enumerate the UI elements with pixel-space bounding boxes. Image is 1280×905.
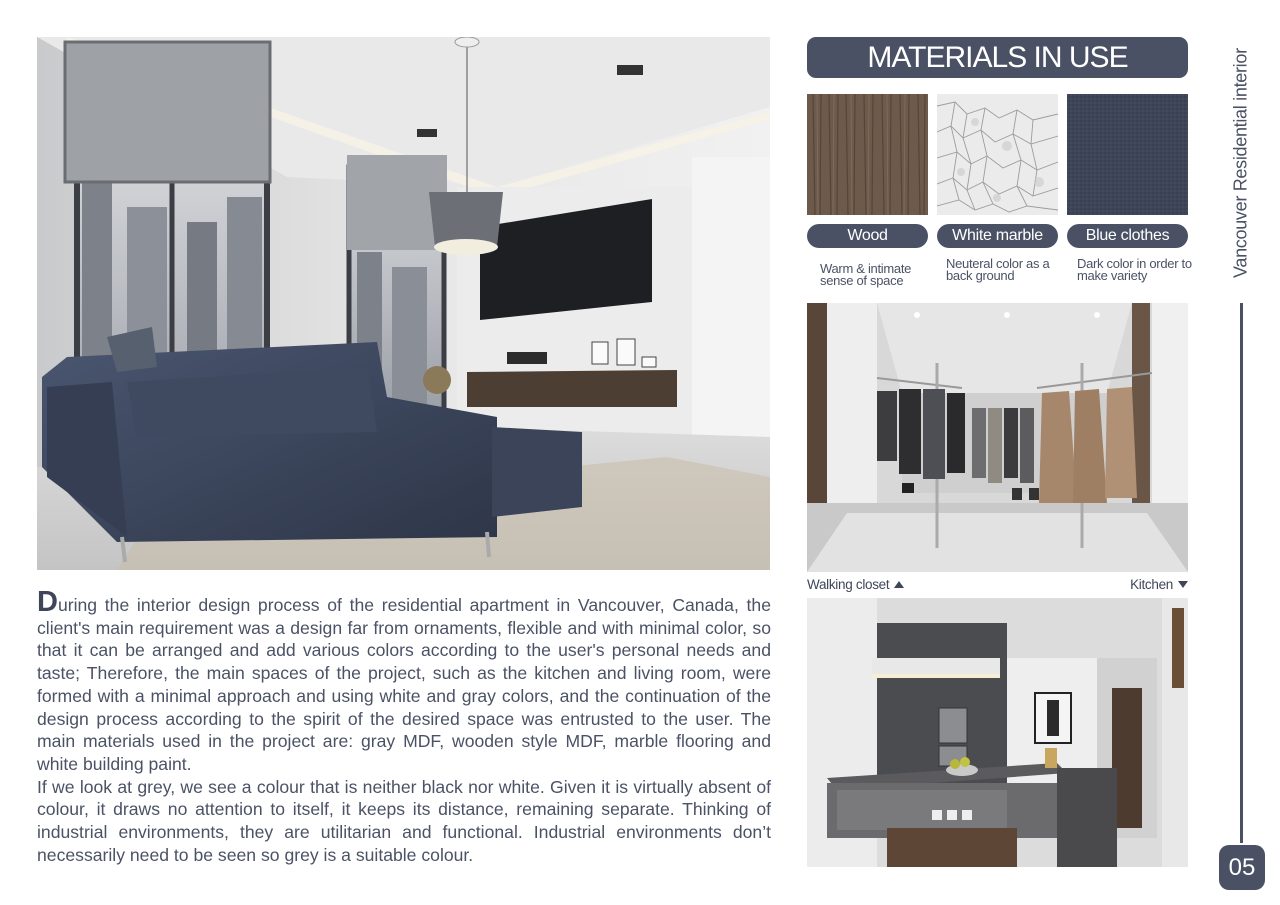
blue-clothes-description: Dark color in order to make variety xyxy=(1077,256,1192,283)
paragraph-1 xyxy=(37,586,771,776)
white-marble-label: White marble xyxy=(937,224,1058,248)
marble-description: Neuteral color as a back ground xyxy=(946,256,1050,283)
walking-closet-render xyxy=(807,303,1188,572)
materials-header: MATERIALS IN USE xyxy=(807,37,1188,78)
marble-swatch xyxy=(937,94,1058,215)
page-number-badge: 05 xyxy=(1219,845,1265,890)
blue-clothes-label: Blue clothes xyxy=(1067,224,1188,248)
kitchen-caption xyxy=(1130,577,1188,592)
paragraph-1-text: uring the interior design process of the residential apartment in Vancouver, Canada, the client's main requirement was a design far from ornaments, flexible and with minimal color, so that it can be arranged and add various colors according to the user's personal needs and taste; Therefore, the main spaces of the project, such as the kitchen and living room, were formed with a minimal approach and using white and gray colors, and the continuation of the design process according to the spirit of the desired space was entrusted to the user. The main materials used in the project are: gray MDF, wooden style MDF, marble flooring and white building paint. xyxy=(37,595,771,774)
wood-label: Wood xyxy=(807,224,928,248)
paragraph-2: If we look at grey, we see a colour that is neither black nor white. Given it is virtually absent of colour, it draws no attention to itself, it keeps its distance, remaining separate. Thinking of industrial environments, they are utilitarian and functional. Industrial environments don’t necessarily need to be seen so grey is a suitable colour. xyxy=(37,776,771,865)
living-room-render xyxy=(37,37,770,570)
triangle-down-icon xyxy=(1178,581,1188,588)
walking-closet-caption-text: Walking closet xyxy=(807,577,890,592)
description-text xyxy=(37,586,771,866)
kitchen-render xyxy=(807,598,1188,867)
project-side-title: Vancouver Residential interior xyxy=(1230,48,1251,278)
kitchen-caption-text: Kitchen xyxy=(1130,577,1173,592)
blue-fabric-swatch xyxy=(1067,94,1188,215)
triangle-up-icon xyxy=(894,581,904,588)
wood-description: Warm & intimate sense of space xyxy=(820,261,912,288)
drop-cap: D xyxy=(37,586,58,618)
side-divider-line xyxy=(1240,303,1243,843)
walking-closet-caption xyxy=(807,577,904,592)
wood-swatch xyxy=(807,94,928,215)
